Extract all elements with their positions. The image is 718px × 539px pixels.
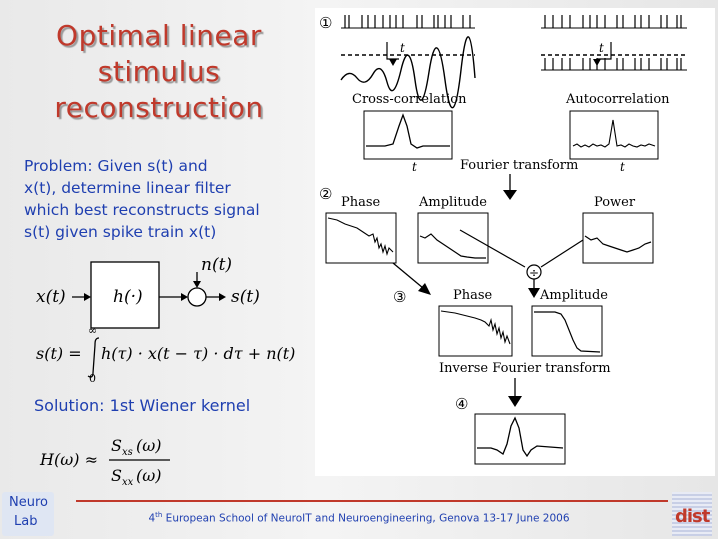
reconstruction-figure (315, 8, 715, 476)
step-2-marker: ② (319, 185, 333, 203)
title-line-3: reconstruction (54, 91, 264, 124)
neurolab-logo-line-1: Neuro (9, 495, 48, 510)
autocorrelation-label: Autocorrelation (566, 92, 670, 107)
t-label-cross: t (412, 160, 417, 174)
shift-arrow-left (387, 42, 399, 59)
equation1-integrand: h(τ) · x(t − τ) · dτ + n(t) (101, 344, 296, 363)
problem-line-4: s(t) given spike train x(t) (24, 223, 217, 241)
t-label-left: t (400, 41, 405, 55)
spike-train-left (341, 15, 475, 28)
noise-arrow-head (193, 281, 201, 288)
power-label: Power (594, 195, 636, 210)
footer-ordinal: 4 (148, 512, 156, 525)
footer-ordinal-suffix: th (155, 511, 163, 519)
input-arrow-head (84, 293, 91, 301)
equation2-lhs: H(ω) ≈ (40, 450, 98, 469)
fourier-transform-label: Fourier transform (460, 158, 579, 173)
amplitude-plot-step2 (418, 213, 488, 263)
power-to-divider-line (541, 240, 583, 267)
inverse-fourier-label: Inverse Fourier transform (439, 361, 611, 376)
integral-lower-limit: 0 (89, 372, 96, 385)
wiener-kernel-plot (475, 414, 565, 464)
footer-divider (76, 500, 668, 502)
integral-upper-limit: ∞ (88, 324, 98, 337)
divide-symbol: ÷ (529, 266, 540, 280)
title-line-2: stimulus (97, 55, 221, 88)
noise-label: n(t) (201, 255, 233, 275)
cross-correlation-plot (364, 111, 452, 159)
spike-train-right-lower (541, 58, 687, 70)
phase-plot-step3 (439, 306, 512, 356)
power-plot (583, 213, 653, 263)
problem-line-2: x(t), determine linear filter (24, 179, 231, 197)
fourier-arrow-head (503, 190, 517, 200)
amplitude-label-step3: Amplitude (540, 288, 608, 303)
numerator-arg: (ω) (136, 436, 162, 455)
denominator-arg: (ω) (136, 466, 162, 485)
filter-label: h(·) (113, 287, 143, 307)
denominator-subscript: xx (122, 477, 134, 488)
title-line-1: Optimal linear (56, 19, 262, 52)
divider-down-arrow-head (528, 288, 540, 298)
shift-arrow-left-head (389, 59, 397, 66)
output-label: s(t) (231, 287, 260, 307)
footer-caption: European School of NeuroIT and Neuroengineering, Genova 13-17 June 2006 (162, 512, 570, 525)
cross-correlation-label: Cross-correlation (352, 92, 467, 107)
solution-statement: Solution: 1st Wiener kernel (34, 396, 251, 415)
t-label-auto: t (620, 160, 625, 174)
problem-line-3: which best reconstructs signal (24, 201, 260, 219)
input-label: x(t) (36, 287, 66, 307)
summing-junction (188, 288, 206, 306)
step-1-marker: ① (319, 14, 333, 32)
phase-plot-step2 (326, 213, 396, 263)
dist-logo-text: dist (675, 506, 710, 527)
amplitude-plot-step3 (532, 306, 602, 356)
filter-arrow-head (181, 293, 188, 301)
equations-diagram (0, 0, 315, 500)
footer-text (0, 511, 718, 525)
wiener-kernel-equation (39, 436, 170, 488)
amplitude-label-step2: Amplitude (419, 195, 487, 210)
step-3-marker: ③ (393, 288, 407, 306)
problem-line-1: Problem: Given s(t) and (24, 157, 208, 175)
dist-logo (672, 492, 712, 536)
block-diagram (36, 255, 260, 328)
convolution-equation (36, 324, 295, 385)
step-4-marker: ④ (455, 395, 469, 413)
numerator-subscript: xs (122, 447, 133, 458)
phase-label-step2: Phase (341, 195, 381, 210)
numerator-s: S (111, 436, 122, 455)
neurolab-logo-line-2: Lab (14, 514, 38, 529)
inverse-fourier-arrow-head (508, 396, 522, 407)
autocorrelation-plot (570, 111, 658, 159)
equation1-lhs: s(t) = (36, 344, 82, 363)
spike-train-right (541, 15, 687, 28)
denominator-s: S (111, 466, 122, 485)
output-arrow-head (219, 293, 226, 301)
figure-svg (315, 8, 715, 476)
t-label-right: t (599, 41, 604, 55)
phase-label-step3: Phase (453, 288, 493, 303)
phase-down-arrow (393, 263, 423, 288)
neurolab-logo (2, 492, 54, 536)
